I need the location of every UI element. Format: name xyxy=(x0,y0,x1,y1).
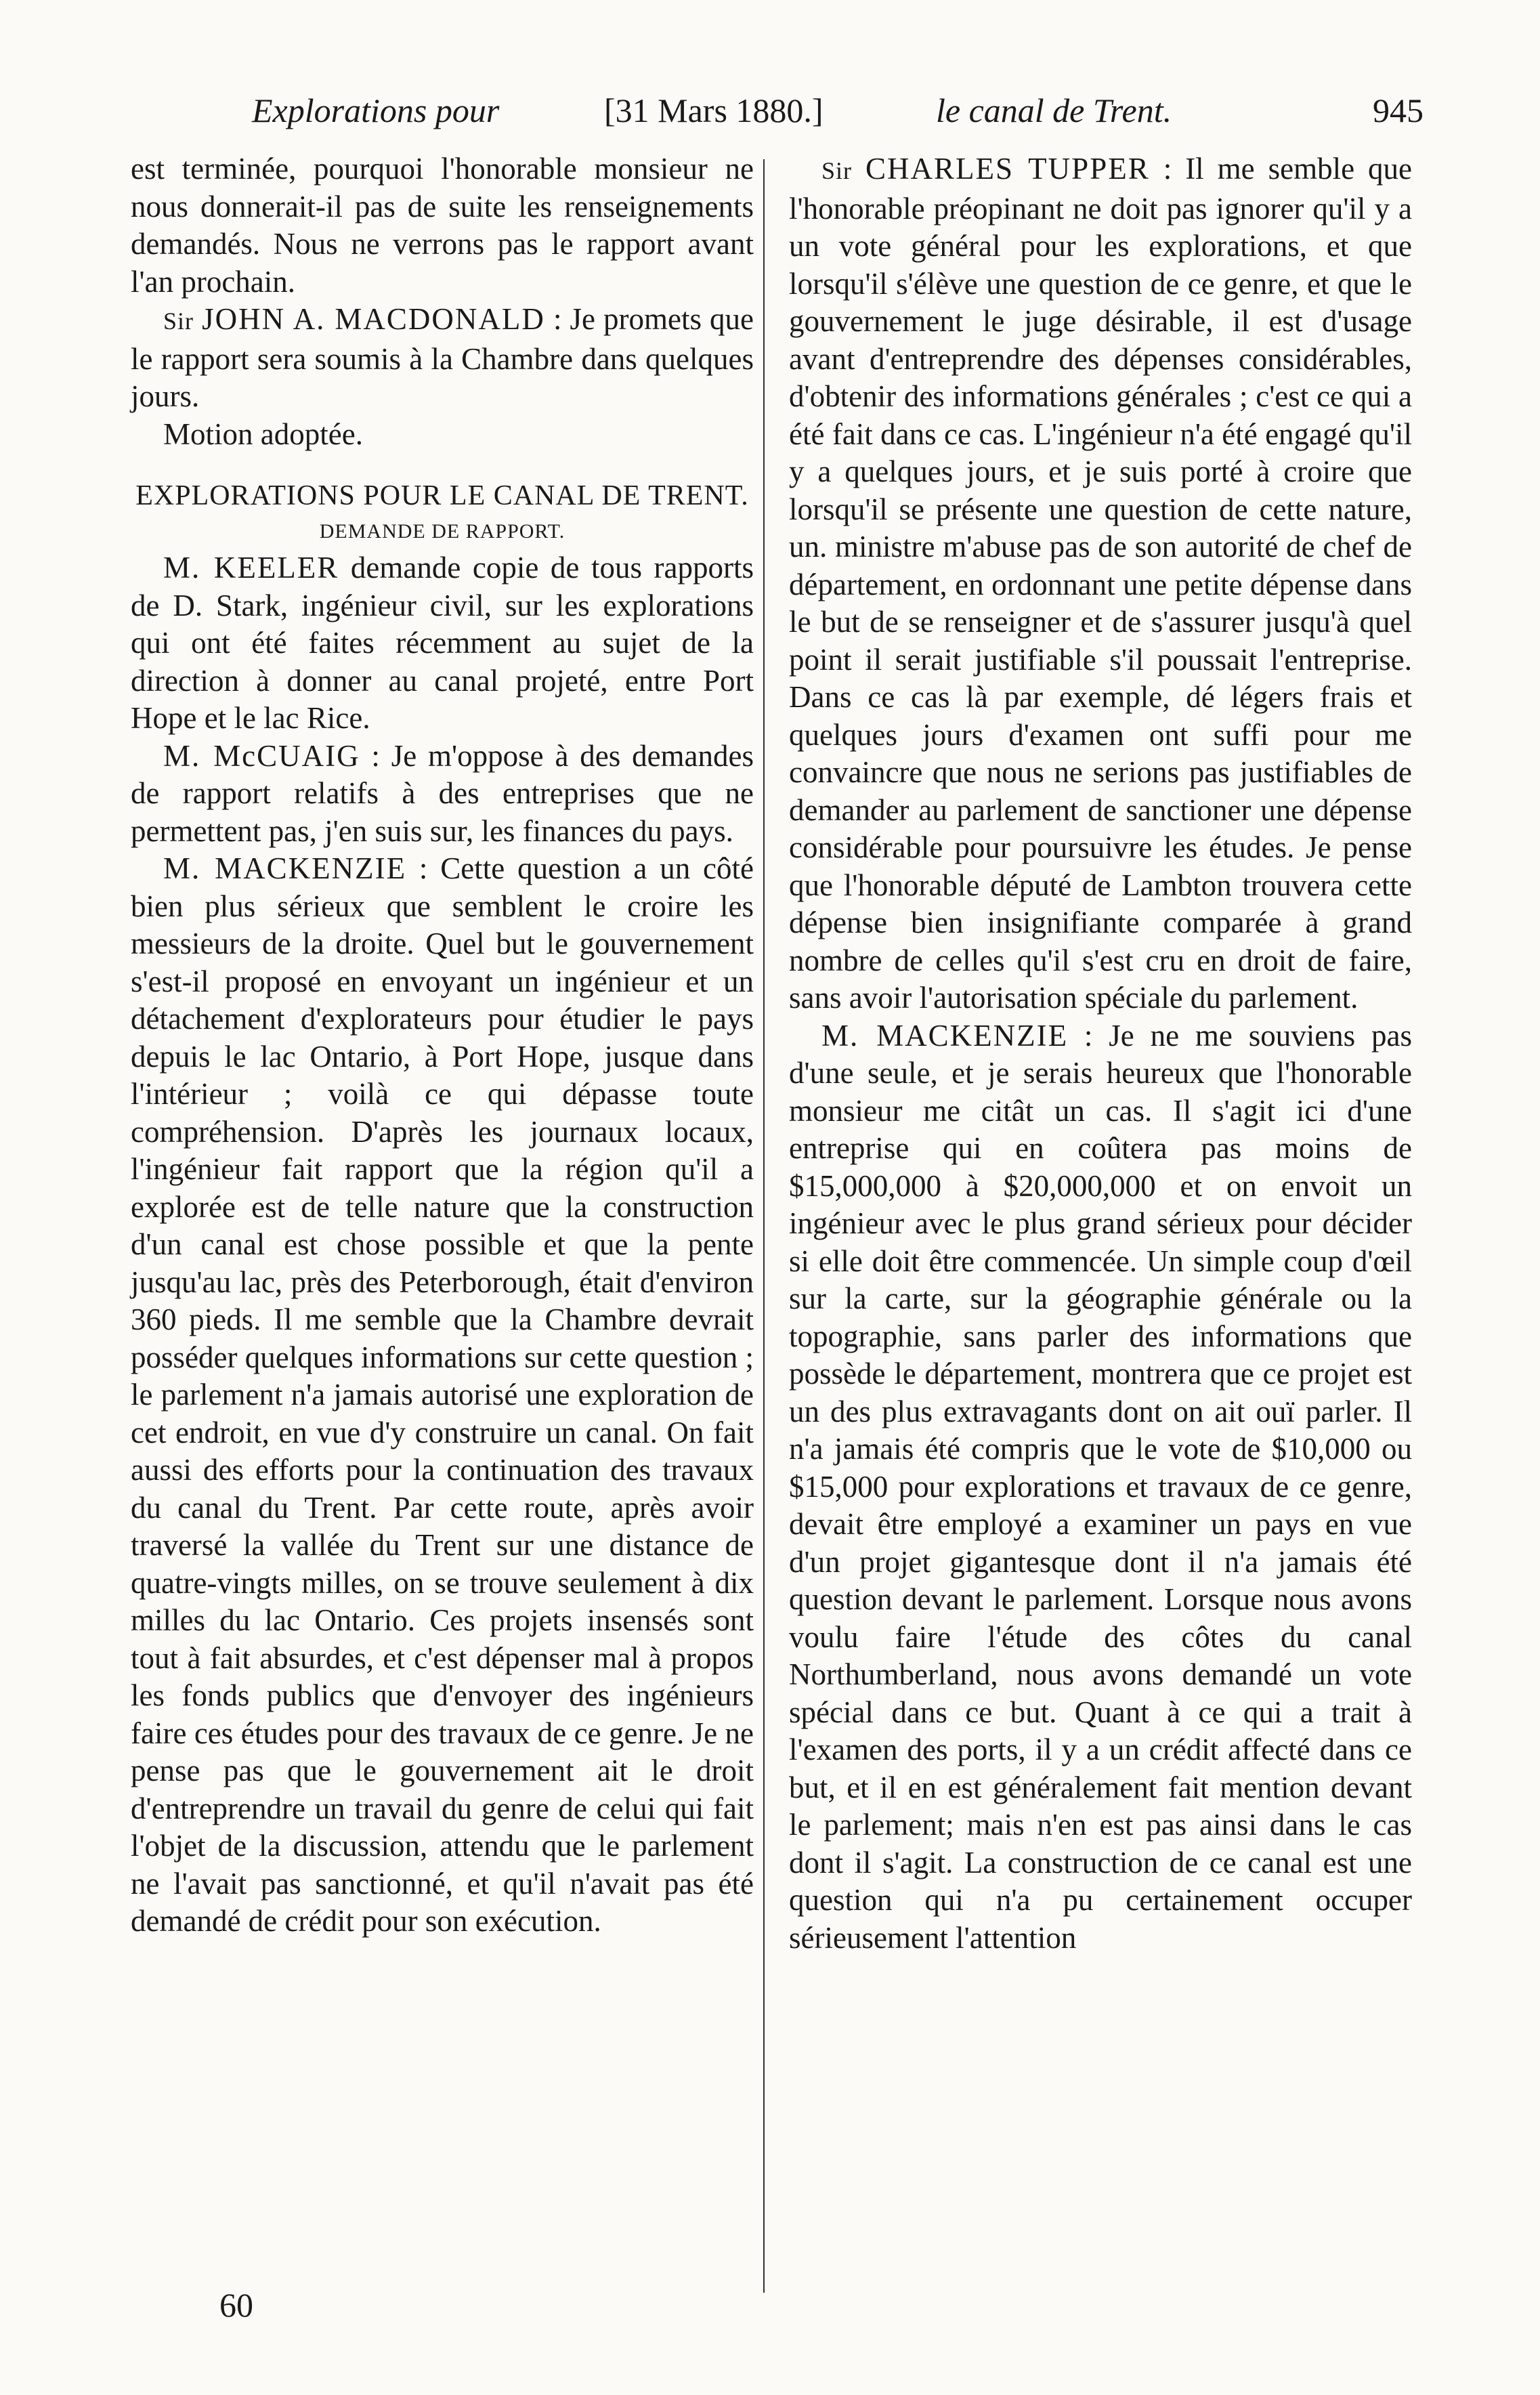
paragraph-mccuaig xyxy=(131,738,754,851)
left-column xyxy=(131,150,754,1941)
paragraph-macdonald xyxy=(131,301,754,416)
column-divider xyxy=(763,159,765,2293)
speech-text: : Je m'oppose à des demandes de rapport relatifs à des entreprises que ne permettent pas, j'en suis sur, les finances du pays. xyxy=(131,738,754,848)
speaker-prefix: Sir xyxy=(163,308,194,335)
speech-text: demande copie de tous rapports de D. Stark, ingénieur civil, sur les explorations qui ont été faites récemment au sujet de la direction à donner au canal projeté, entre Port Hope et le lac Rice. xyxy=(131,551,754,735)
paragraph-motion: Motion adoptée. xyxy=(163,417,363,451)
paragraph-continuation: est terminée, pourquoi l'honorable monsieur ne nous donnerait-il pas de suite les renseignements demandés. Nous ne verrons pas le rapport avant l'an prochain. xyxy=(131,152,754,299)
speaker-name: M. MACKENZIE xyxy=(821,1018,1069,1053)
speaker-name: JOHN A. MACDONALD xyxy=(202,302,545,336)
speaker-name: M. McCUAIG xyxy=(163,738,360,773)
speaker-prefix: Sir xyxy=(821,157,853,184)
speech-text: : Je ne me souviens pas d'une seule, et je serais heureux que l'honorable monsieur me citât un cas. Il s'agit ici d'une entreprise qui en coûtera pas moins de $15,000,000 à $20,000,000 et on envoit un ingénieur avec le plus grand sérieux pour décider si elle doit être commencée. Un simple coup d'œil sur la carte, sur la géographie générale ou la topographie, sans parler des informations que possède le département, montrera que ce projet est un des plus extravagants dont on ait ouï parler. Il n'a jamais été compris que le vote de $10,000 ou $15,000 pour explorations et travaux de ce genre, devait être employé a examiner un pays en vue d'un projet gigantesque dont il n'a jamais été question devant le parlement. Lorsque nous avons voulu faire l'étude des côtes du canal Northumberland, nous avons demandé un vote spécial dans ce but. Quant à ce qui a trait à l'examen des ports, il y a un crédit affecté dans ce but, et il en est généralement fait mention devant le parlement; mais n'en est pas ainsi dans le cas dont il s'agit. La construction de ce canal est une question qui n'a pu certainement occuper sérieusement l'attention xyxy=(789,1018,1413,1955)
speech-text: : Je promets que le rapport sera soumis à la Chambre dans quelques jours. xyxy=(131,302,754,413)
speaker-name: CHARLES TUPPER xyxy=(865,152,1150,186)
page-number: 945 xyxy=(1373,91,1424,129)
header-date: [31 Mars 1880.] xyxy=(604,91,824,129)
running-header xyxy=(252,80,1424,141)
paragraph-mackenzie-reply xyxy=(789,1017,1412,1957)
signature-mark: 60 xyxy=(219,2286,253,2324)
header-right-title: le canal de Trent. xyxy=(936,91,1172,129)
speaker-name: M. KEELER xyxy=(163,551,339,585)
right-column xyxy=(789,150,1412,1957)
paragraph-mackenzie xyxy=(131,850,754,1941)
speech-text: : Il me semble que l'honorable préopinant ne doit pas ignorer qu'il y a un vote général pour les explorations, et que lorsqu'il s'élève une question de ce genre, et que le gouvernement le juge désirable, il est d'usage avant d'entreprendre des dépenses considérables, d'obtenir des informations générales ; c'est ce qui a été fait dans ce cas. L'ingénieur n'a été engagé qu'il y a quelques jours, et je suis porté à croire que lorsqu'il se présente une question de cette nature, un. ministre m'abuse pas de son autorité de chef de département, en ordonnant une petite dépense dans le but de se renseigner et de s'assurer jusqu'à quel point il serait justifiable s'il poussait l'entreprise. Dans ce cas là par exemple, dé légers frais et quelques jours d'examen ont suffi pour me convaincre que nous ne serions pas justifiables de demander au parlement de sanctioner une dépense considérable pour poursuivre les études. Je pense que l'honorable député de Lambton trouvera cette dépense bien insignifiante comparée à grand nombre de celles qu'il s'est cru en droit de faire, sans avoir l'autorisation spéciale du parlement. xyxy=(789,152,1413,1015)
speaker-name: M. MACKENZIE xyxy=(163,851,407,885)
section-subtitle: DEMANDE DE RAPPORT. xyxy=(319,520,565,543)
section-title: EXPLORATIONS POUR LE CANAL DE TRENT. xyxy=(135,480,749,511)
header-left-title: Explorations pour xyxy=(252,91,500,129)
speech-text: : Cette question a un côté bien plus sérieux que semblent le croire les messieurs de la droite. Quel but le gouvernement s'est-il proposé en envoyant un ingénieur et un détachement d'explorateurs pour étudier le pays depuis le lac Ontario, à Port Hope, jusque dans l'intérieur ; voilà ce qui dépasse toute compréhension. D'après les journaux locaux, l'ingénieur fait rapport que la région qu'il a explorée est de telle nature que la construction d'un canal est chose possible et que la pente jusqu'au lac, près des Peterborough, était d'environ 360 pieds. Il me semble que la Chambre devrait posséder quelques informations sur cette question ; le parlement n'a jamais autorisé une exploration de cet endroit, en vue d'y construire un canal. On fait aussi des efforts pour la continuation des travaux du canal du Trent. Par cette route, après avoir traversé la vallée du Trent sur une distance de quatre-vingts milles, on se trouve seulement à dix milles du lac Ontario. Ces projets insensés sont tout à fait absurdes, et c'est dépenser mal à propos les fonds publics que d'envoyer des ingénieurs faire ces études pour des travaux de ce genre. Je ne pense pas que le gouvernement ait le droit d'entreprendre un travail du genre de celui qui fait l'objet de la discussion, attendu que le parlement ne l'avait pas sanctionné, et qu'il n'avait pas été demandé de crédit pour son exécution. xyxy=(131,851,754,1938)
paragraph-keeler xyxy=(131,549,754,738)
paragraph-tupper xyxy=(789,150,1412,1017)
